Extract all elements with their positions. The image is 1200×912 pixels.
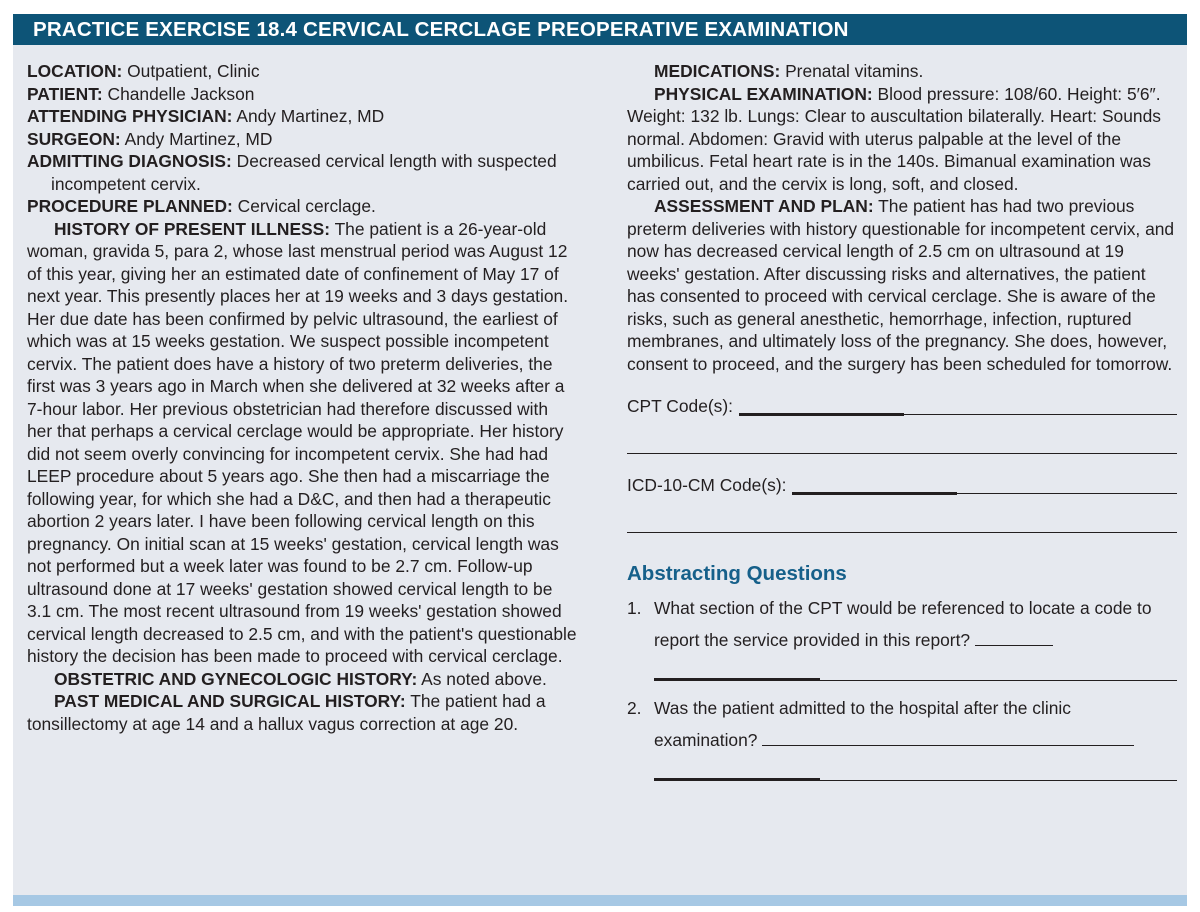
report-left-column	[27, 60, 577, 735]
question-2-text: Was the patient admitted to the hospital after the clinic examination?	[654, 697, 1071, 750]
abstracting-questions-title: Abstracting Questions	[627, 562, 847, 585]
assessment-plan-section: ASSESSMENT AND PLAN: The patient has had two previous preterm deliveries with history questionable for incompetent cervix, and now has decreased cervical length of 2.5 cm on ultrasound at 19 weeks' gestation. After discussing risks and alternatives, the patient has consented to proceed with cervical cerclage. She is aware of the risks, such as general anesthetic, hemorrhage, infection, ruptured membranes, and ultimately loss of the pregnancy. She does, however, consent to proceed, and the surgery has been scheduled for tomorrow.	[627, 196, 1175, 374]
question-2-answer-field[interactable]	[654, 756, 1177, 786]
question-1-answer-field[interactable]	[654, 656, 1177, 686]
question-2-answer-line[interactable]	[762, 745, 1134, 746]
cpt-extra-line[interactable]	[627, 453, 1177, 454]
cpt-answer-row	[627, 384, 1177, 418]
past-medical-history-section: PAST MEDICAL AND SURGICAL HISTORY: The patient had a tonsillectomy at age 14 and a hallux vagus correction at age 20.	[27, 691, 546, 734]
icd-label: ICD-10-CM Code(s):	[627, 474, 787, 495]
admitting-diagnosis-field: ADMITTING DIAGNOSIS: Decreased cervical length with suspected incompetent cervix.	[27, 151, 557, 194]
icd-answer-underline	[792, 492, 957, 495]
physical-exam-section: PHYSICAL EXAMINATION: Blood pressure: 108/60. Height: 5′6″. Weight: 132 lb. Lungs: Clear to auscultation bilaterally. Heart: Sounds normal. Abdomen: Gravid with uterus palpable at the level of the umbilicus. Fetal heart rate is in the 140s. Bimanual examination was carried out, and the cervix is long, soft, and closed.	[627, 83, 1161, 194]
icd-extra-line[interactable]	[627, 532, 1177, 533]
cpt-label: CPT Code(s):	[627, 395, 733, 416]
question-2-number: 2.	[627, 697, 642, 718]
report-right-column	[627, 60, 1177, 786]
ob-gyn-history-section: OBSTETRIC AND GYNECOLOGIC HISTORY: As noted above.	[54, 668, 547, 689]
exercise-header-bar	[13, 14, 1187, 45]
panel-bottom-bar	[13, 895, 1187, 906]
medications-section: MEDICATIONS: Prenatal vitamins.	[654, 61, 924, 81]
attending-physician-field: ATTENDING PHYSICIAN: Andy Martinez, MD	[27, 106, 385, 126]
question-1-text: What section of the CPT would be referenced to locate a code to report the service provided in this report?	[654, 597, 1152, 650]
question-1-number: 1.	[627, 597, 642, 618]
icd-answer-row	[627, 463, 1177, 497]
question-1-underline	[820, 680, 1177, 681]
cpt-answer-field[interactable]	[739, 414, 1177, 415]
question-1-underline-bold	[654, 678, 820, 681]
cpt-answer-underline	[739, 413, 904, 416]
question-1-answer-line[interactable]	[975, 645, 1053, 646]
question-2-underline	[820, 780, 1177, 781]
question-2-underline-bold	[654, 778, 820, 781]
question-1	[627, 592, 1177, 656]
surgeon-field: SURGEON: Andy Martinez, MD	[27, 128, 273, 149]
patient-field: PATIENT: Chandelle Jackson	[27, 83, 255, 104]
procedure-planned-field: PROCEDURE PLANNED: Cervical cerclage.	[27, 196, 376, 216]
icd-answer-field[interactable]	[792, 493, 1177, 494]
location-field: LOCATION: Outpatient, Clinic	[27, 61, 260, 81]
exercise-title: PRACTICE EXERCISE 18.4 CERVICAL CERCLAGE PREOPERATIVE EXAMINATION	[33, 18, 849, 41]
question-2	[627, 692, 1177, 756]
hpi-section: HISTORY OF PRESENT ILLNESS: The patient is a 26-year-old woman, gravida 5, para 2, whose last menstrual period was August 12 of this year, giving her an estimated date of confinement of May 17 of next year. This presently places her at 19 weeks and 3 days gestation. Her due date has been confirmed by pelvic ultrasound, the earliest of which was at 15 weeks gestation. We suspect possible incompetent cervix. The patient does have a history of two preterm deliveries, the first was 3 years ago in March when she delivered at 32 weeks after a 7-hour labor. Her previous obstetrician had therefore discussed with her that perhaps a cervical cerclage would be appropriate. Her history did not seem overly convincing for incompetent cervix. She had had LEEP procedure about 5 years ago. She then had a miscarriage the following year, for which she had a D&C, and then had a therapeutic abortion 2 years later. I have been following cervical length on this pregnancy. On initial scan at 15 weeks' gestation, cervical length was not performed but a week later was found to be 2.7 cm. Follow-up ultrasound done at 17 weeks' gestation showed cervical length to be 3.1 cm. The most recent ultrasound from 19 weeks' gestation showed cervical length decreased to 2.5 cm, and with the patient's questionable history the decision has been made to proceed with cervical cerclage.	[27, 218, 577, 666]
